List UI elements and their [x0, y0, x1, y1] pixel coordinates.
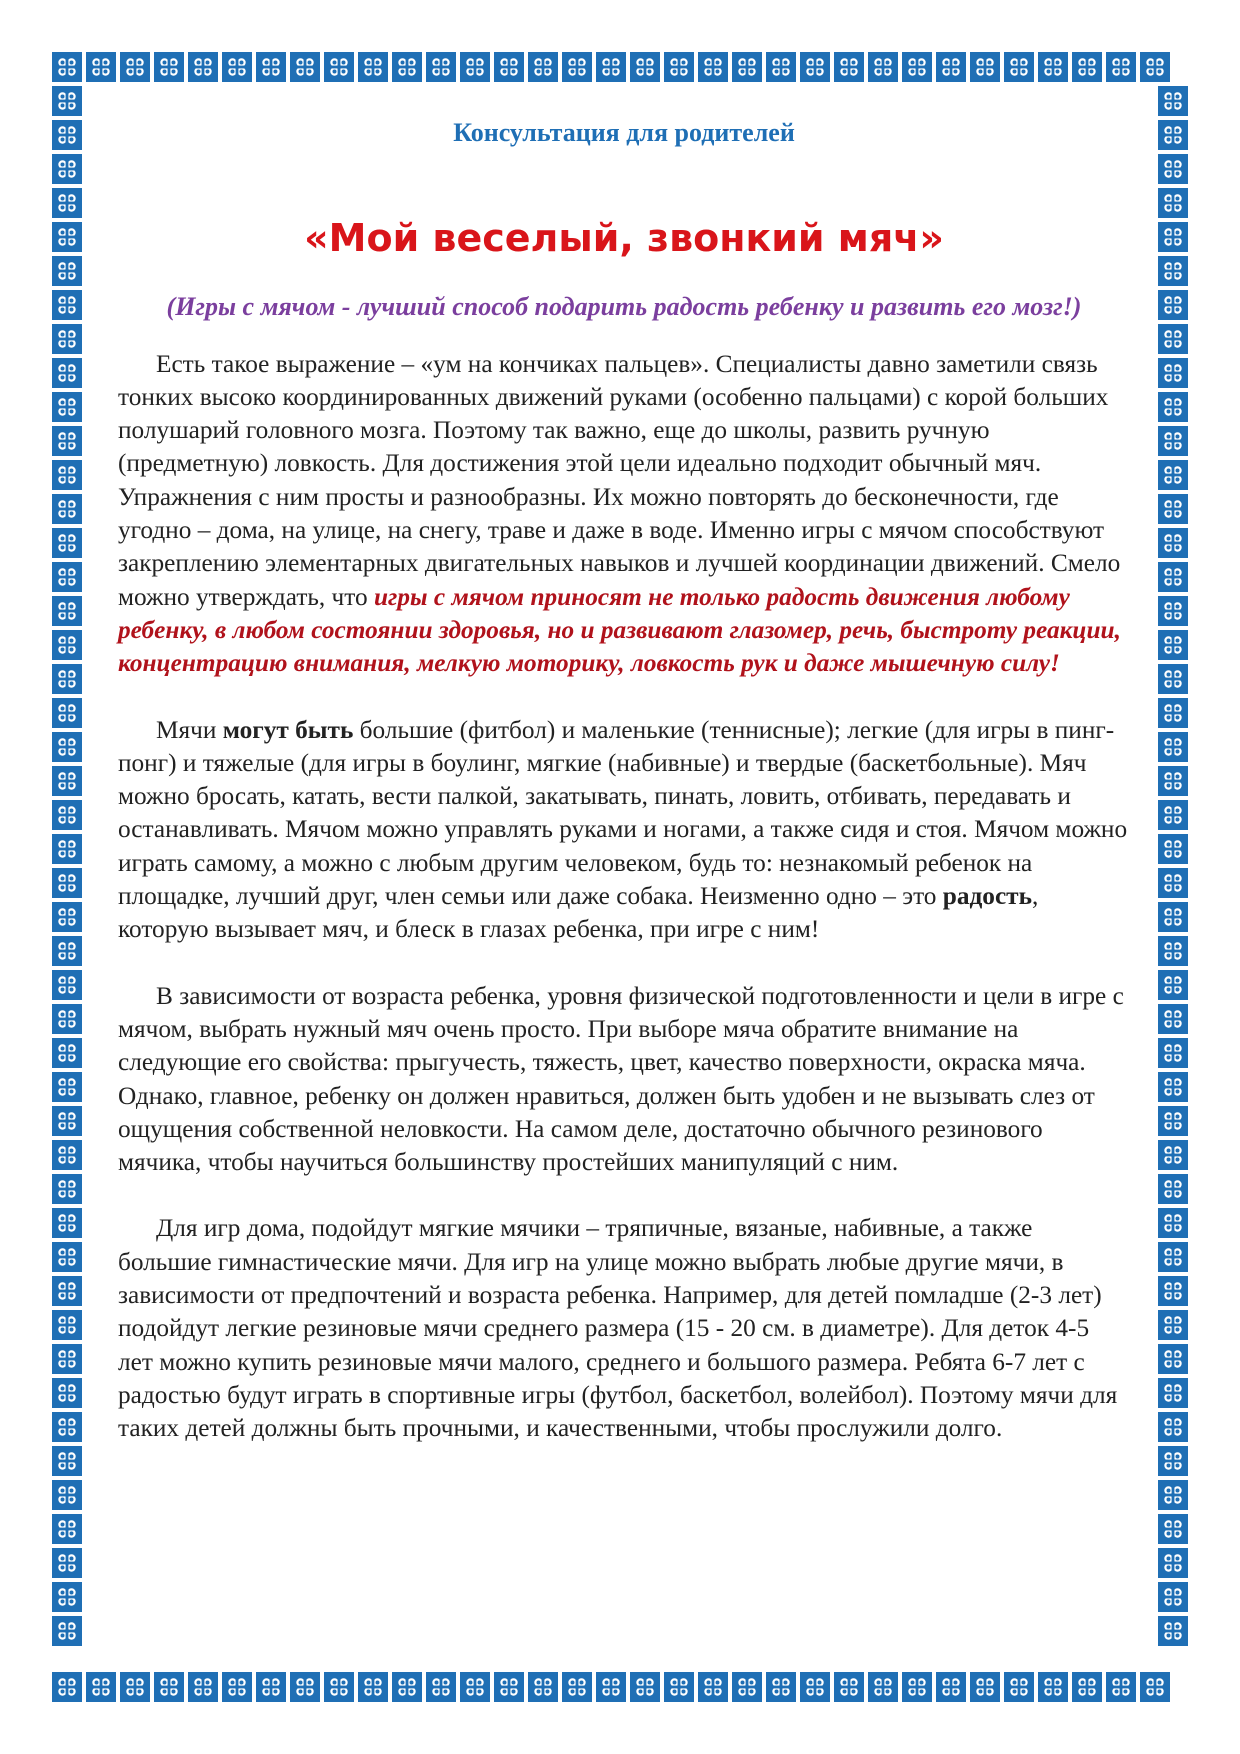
border-ornament-icon [50, 1274, 84, 1308]
border-ornament-icon [322, 50, 356, 84]
border-ornament-icon [1156, 1172, 1190, 1206]
border-ornament-icon [1156, 84, 1190, 118]
border-ornament-icon [662, 50, 696, 84]
border-ornament-icon [186, 50, 220, 84]
border-ornament-icon [390, 1670, 424, 1704]
border-ornament-icon [526, 1670, 560, 1704]
border-ornament-icon [50, 1444, 84, 1478]
paragraph-2-text-b: большие (фитбол) и маленькие (теннисные); легкие (для игры в пинг-понг) и тяжелые (для игры в боулинг, мягкие (набивные) и твердые (баскетбольные). Мяч можно бросать, катать, вести палкой, закатывать, пинать, ловить, отбивать, передавать и останавливать. Мячом можно управлять руками и ногами, а также сидя и стоя. Мячом можно играть самому, а можно с любым другим человеком, будь то: незнакомый ребенок на площадке, лучший друг, член семьи или даже собака. Неизменно одно – это [118, 715, 1128, 911]
border-ornament-icon [50, 1478, 84, 1512]
border-ornament-icon [1156, 560, 1190, 594]
border-ornament-icon [1156, 118, 1190, 152]
border-ornament-icon [1002, 1670, 1036, 1704]
border-ornament-icon [84, 1670, 118, 1704]
border-ornament-icon [1070, 50, 1104, 84]
border-ornament-icon [50, 594, 84, 628]
border-ornament-icon [832, 1670, 866, 1704]
border-ornament-icon [220, 1670, 254, 1704]
border-top [50, 50, 1172, 84]
border-ornament-icon [1156, 1274, 1190, 1308]
border-ornament-icon [1156, 798, 1190, 832]
border-ornament-icon [934, 50, 968, 84]
border-ornament-icon [50, 934, 84, 968]
border-ornament-icon [50, 1002, 84, 1036]
border-ornament-icon [1156, 390, 1190, 424]
border-ornament-icon [1138, 1670, 1172, 1704]
border-left [50, 84, 84, 1648]
border-ornament-icon [1156, 1512, 1190, 1546]
border-ornament-icon [288, 1670, 322, 1704]
border-ornament-icon [254, 1670, 288, 1704]
border-ornament-icon [152, 50, 186, 84]
document-body [118, 100, 1130, 1446]
border-ornament-icon [798, 50, 832, 84]
border-ornament-icon [1138, 50, 1172, 84]
paragraph-1-highlight: игры с мячом приносят не только радость движения любому ребенку, в любом состоянии здоровья, но и развивают глазомер, речь, быстроту реакции, концентрацию внимания, мелкую моторику, ловкость рук и даже мышечную силу! [118, 582, 1121, 678]
border-right [1156, 84, 1190, 1648]
border-ornament-icon [152, 1670, 186, 1704]
border-ornament-icon [1156, 628, 1190, 662]
border-ornament-icon [628, 50, 662, 84]
border-ornament-icon [1156, 594, 1190, 628]
paragraph-4 [118, 1212, 1130, 1445]
border-ornament-icon [50, 1342, 84, 1376]
border-ornament-icon [1036, 50, 1070, 84]
border-ornament-icon [1104, 50, 1138, 84]
border-ornament-icon [322, 1670, 356, 1704]
border-ornament-icon [424, 50, 458, 84]
border-ornament-icon [1156, 968, 1190, 1002]
border-ornament-icon [1156, 424, 1190, 458]
border-ornament-icon [934, 1670, 968, 1704]
border-ornament-icon [662, 1670, 696, 1704]
border-ornament-icon [50, 1580, 84, 1614]
border-ornament-icon [1156, 1206, 1190, 1240]
border-ornament-icon [730, 50, 764, 84]
border-ornament-icon [50, 288, 84, 322]
border-ornament-icon [1156, 220, 1190, 254]
border-ornament-icon [1156, 186, 1190, 220]
border-ornament-icon [424, 1670, 458, 1704]
border-ornament-icon [220, 50, 254, 84]
border-ornament-icon [50, 1670, 84, 1704]
border-ornament-icon [1156, 492, 1190, 526]
border-ornament-icon [696, 1670, 730, 1704]
border-ornament-icon [50, 1206, 84, 1240]
border-ornament-icon [1156, 1478, 1190, 1512]
border-ornament-icon [50, 1036, 84, 1070]
border-ornament-icon [50, 220, 84, 254]
border-ornament-icon [1156, 1614, 1190, 1648]
consultation-label: Консультация для родителей [453, 118, 795, 147]
page-title: «Мой веселый, звонкий мяч» [304, 216, 944, 260]
border-ornament-icon [50, 968, 84, 1002]
border-ornament-icon [764, 50, 798, 84]
border-ornament-icon [50, 152, 84, 186]
border-ornament-icon [50, 1614, 84, 1648]
border-ornament-icon [1156, 1104, 1190, 1138]
border-ornament-icon [1156, 900, 1190, 934]
border-ornament-icon [1156, 1240, 1190, 1274]
border-ornament-icon [1156, 152, 1190, 186]
border-ornament-icon [50, 1546, 84, 1580]
border-ornament-icon [50, 1512, 84, 1546]
border-ornament-icon [50, 118, 84, 152]
border-ornament-icon [560, 1670, 594, 1704]
border-ornament-icon [118, 50, 152, 84]
border-ornament-icon [356, 50, 390, 84]
border-ornament-icon [1156, 254, 1190, 288]
border-ornament-icon [84, 50, 118, 84]
border-ornament-icon [1156, 526, 1190, 560]
border-ornament-icon [1156, 1036, 1190, 1070]
border-ornament-icon [730, 1670, 764, 1704]
border-ornament-icon [832, 50, 866, 84]
border-ornament-icon [764, 1670, 798, 1704]
border-ornament-icon [50, 628, 84, 662]
border-ornament-icon [1156, 322, 1190, 356]
paragraph-1-text: Есть такое выражение – «ум на кончиках пальцев». Специалисты давно заметили связь тонких высоко координированных движений руками (особенно пальцами) с корой больших полушарий головного мозга. Поэтому так важно, еще до школы, развить ручную (предметную) ловкость. Для достижения этой цели идеально подходит обычный мяч. Упражнения с ним просты и разнообразны. Их можно повторять до бесконечности, где угодно – дома, на улице, на снегу, траве и даже в воде. Именно игры с мячом способствуют закреплению элементарных двигательных навыков и лучшей координации движений. Смело можно утверждать, что [118, 349, 1121, 611]
border-ornament-icon [1036, 1670, 1070, 1704]
border-ornament-icon [458, 1670, 492, 1704]
border-ornament-icon [968, 1670, 1002, 1704]
border-ornament-icon [50, 424, 84, 458]
border-ornament-icon [900, 1670, 934, 1704]
border-ornament-icon [628, 1670, 662, 1704]
border-ornament-icon [1156, 1138, 1190, 1172]
border-ornament-icon [696, 50, 730, 84]
border-ornament-icon [50, 492, 84, 526]
paragraph-2-text-c: , которую вызывает мяч, и блеск в глазах ребенка, при игре с ним! [118, 882, 1039, 944]
border-ornament-icon [1156, 1308, 1190, 1342]
border-ornament-icon [492, 50, 526, 84]
paragraph-2-bold-b: радость [942, 882, 1032, 911]
border-ornament-icon [1070, 1670, 1104, 1704]
border-ornament-icon [50, 458, 84, 492]
border-ornament-icon [50, 900, 84, 934]
border-ornament-icon [458, 50, 492, 84]
page-subtitle: (Игры с мячом - лучший способ подарить радость ребенку и развить его мозг!) [166, 291, 1082, 321]
paragraph-3-text: В зависимости от возраста ребенка, уровня физической подготовленности и цели в игре с мячом, выбрать нужный мяч очень просто. При выборе мяча обратите внимание на следующие его свойства: прыгучесть, тяжесть, цвет, качество поверхности, окраска мяча. Однако, главное, ребенку он должен нравиться, должен быть удобен и не вызывать слез от ощущения собственной неловкости. На самом деле, достаточно обычного резинового мячика, чтобы научиться большинству простейших манипуляций с ним. [118, 981, 1124, 1177]
border-ornament-icon [1156, 1580, 1190, 1614]
border-ornament-icon [866, 1670, 900, 1704]
paragraph-4-text: Для игр дома, подойдут мягкие мячики – тряпичные, вязаные, набивные, а также большие гимнастические мячи. Для игр на улице можно выбрать любые другие мячи, в зависимости от предпочтений и возраста ребенка. Например, для детей помладше (2-3 лет) подойдут легкие резиновые мячи среднего размера (15 - 20 см. в диаметре). Для деток 4-5 лет можно купить резиновые мячи малого, среднего и большого размера. Ребята 6-7 лет с радостью будут играть в спортивные игры (футбол, баскетбол, волейбол). Поэтому мячи для таких детей должны быть прочными, и качественными, чтобы прослужили долго. [118, 1214, 1118, 1443]
border-ornament-icon [50, 764, 84, 798]
border-ornament-icon [50, 390, 84, 424]
border-ornament-icon [50, 186, 84, 220]
border-ornament-icon [50, 356, 84, 390]
border-ornament-icon [50, 322, 84, 356]
border-ornament-icon [1156, 356, 1190, 390]
border-ornament-icon [50, 1138, 84, 1172]
border-bottom [50, 1670, 1172, 1704]
border-ornament-icon [50, 50, 84, 84]
border-ornament-icon [50, 84, 84, 118]
border-ornament-icon [50, 730, 84, 764]
border-ornament-icon [50, 1376, 84, 1410]
paragraph-2 [118, 714, 1130, 947]
border-ornament-icon [50, 1308, 84, 1342]
border-ornament-icon [900, 50, 934, 84]
border-ornament-icon [50, 560, 84, 594]
border-ornament-icon [1156, 730, 1190, 764]
border-ornament-icon [1156, 1546, 1190, 1580]
border-ornament-icon [1156, 458, 1190, 492]
border-ornament-icon [254, 50, 288, 84]
border-ornament-icon [50, 662, 84, 696]
border-ornament-icon [492, 1670, 526, 1704]
border-ornament-icon [594, 50, 628, 84]
border-ornament-icon [1156, 288, 1190, 322]
border-ornament-icon [1156, 696, 1190, 730]
border-ornament-icon [1156, 1070, 1190, 1104]
border-ornament-icon [1104, 1670, 1138, 1704]
paragraph-3 [118, 980, 1130, 1180]
border-ornament-icon [50, 1104, 84, 1138]
border-ornament-icon [968, 50, 1002, 84]
paragraph-2-bold-a: могут быть [222, 715, 354, 744]
border-ornament-icon [50, 1240, 84, 1274]
border-ornament-icon [1156, 1376, 1190, 1410]
border-ornament-icon [50, 1070, 84, 1104]
border-ornament-icon [50, 1172, 84, 1206]
border-ornament-icon [118, 1670, 152, 1704]
border-ornament-icon [1156, 1410, 1190, 1444]
border-ornament-icon [1156, 1444, 1190, 1478]
border-ornament-icon [594, 1670, 628, 1704]
paragraph-1 [118, 348, 1130, 681]
border-ornament-icon [526, 50, 560, 84]
paragraph-2-text-a: Мячи [156, 715, 223, 744]
border-ornament-icon [1156, 832, 1190, 866]
border-ornament-icon [50, 696, 84, 730]
border-ornament-icon [356, 1670, 390, 1704]
border-ornament-icon [50, 254, 84, 288]
border-ornament-icon [798, 1670, 832, 1704]
border-ornament-icon [1156, 934, 1190, 968]
border-ornament-icon [1156, 764, 1190, 798]
border-ornament-icon [1156, 1002, 1190, 1036]
border-ornament-icon [50, 798, 84, 832]
border-ornament-icon [50, 526, 84, 560]
border-ornament-icon [866, 50, 900, 84]
border-ornament-icon [390, 50, 424, 84]
border-ornament-icon [50, 1410, 84, 1444]
border-ornament-icon [560, 50, 594, 84]
border-ornament-icon [1156, 1342, 1190, 1376]
border-ornament-icon [1156, 662, 1190, 696]
border-ornament-icon [1156, 866, 1190, 900]
border-ornament-icon [186, 1670, 220, 1704]
border-ornament-icon [1002, 50, 1036, 84]
border-ornament-icon [50, 866, 84, 900]
border-ornament-icon [288, 50, 322, 84]
border-ornament-icon [50, 832, 84, 866]
